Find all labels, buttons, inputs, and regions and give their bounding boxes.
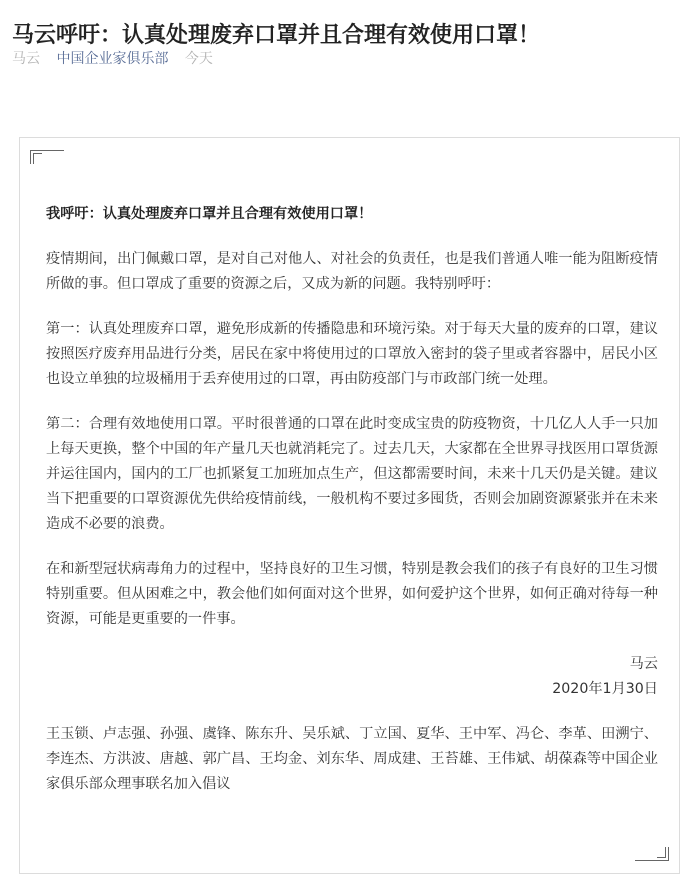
corner-bracket-top-left-icon [30, 150, 64, 164]
corner-bracket-bottom-right-icon [635, 847, 669, 861]
signature-block [46, 652, 658, 702]
account-link[interactable]: 中国企业家俱乐部 [56, 51, 169, 67]
paragraph-intro: 疫情期间，出门佩戴口罩，是对自己对他人、对社会的负责任，也是我们普通人唯一能为阻断疫情所做的事。但口罩成了重要的资源之后，又成为新的问题。我特别呼吁： [46, 251, 658, 292]
signature-name: 马云 [629, 656, 658, 672]
signature-date: 2020年1月30日 [552, 681, 658, 697]
body-heading: 我呼吁：认真处理废弃口罩并且合理有效使用口罩！ [46, 206, 373, 222]
cosigners-list: 王玉锁、卢志强、孙强、虞锋、陈东升、吴乐斌、丁立国、夏华、王中军、冯仑、李革、田溯宁、李连杰、方洪波、唐越、郭广昌、王均金、刘东华、周成建、王苔雄、王伟斌、胡葆森等中国企业家俱乐部众理事联名加入倡议 [46, 726, 658, 792]
article-card [19, 137, 680, 874]
paragraph-first-point: 第一：认真处理废弃口罩，避免形成新的传播隐患和环境污染。对于每天大量的废弃的口罩，建议按照医疗废弃用品进行分类，居民在家中将使用过的口罩放入密封的袋子里或者容器中，居民小区也设立单独的垃圾桶用于丢弃使用过的口罩，再由防疫部门与市政部门统一处理。 [46, 321, 658, 387]
article-meta [12, 49, 225, 69]
article-body [46, 202, 658, 817]
paragraph-hygiene: 在和新型冠状病毒角力的过程中，坚持良好的卫生习惯，特别是教会我们的孩子有良好的卫生习惯特别重要。但从困难之中，教会他们如何面对这个世界，如何爱护这个世界，如何正确对待每一种资源，可能是更重要的一件事。 [46, 561, 658, 627]
publish-date: 今天 [184, 51, 213, 67]
paragraph-second-point: 第二：合理有效地使用口罩。平时很普通的口罩在此时变成宝贵的防疫物资，十几亿人人手一只加上每天更换，整个中国的年产量几天也就消耗完了。过去几天，大家都在全世界寻找医用口罩货源并运往国内，国内的工厂也抓紧复工加班加点生产，但这都需要时间，未来十几天仍是关键。建议当下把重要的口罩资源优先供给疫情前线，一般机构不要过多囤货，否则会加剧资源紧张并在未来造成不必要的浪费。 [46, 416, 658, 532]
author-name: 马云 [12, 51, 40, 67]
article-title: 马云呼吁：认真处理废弃口罩并且合理有效使用口罩！ [12, 22, 541, 48]
